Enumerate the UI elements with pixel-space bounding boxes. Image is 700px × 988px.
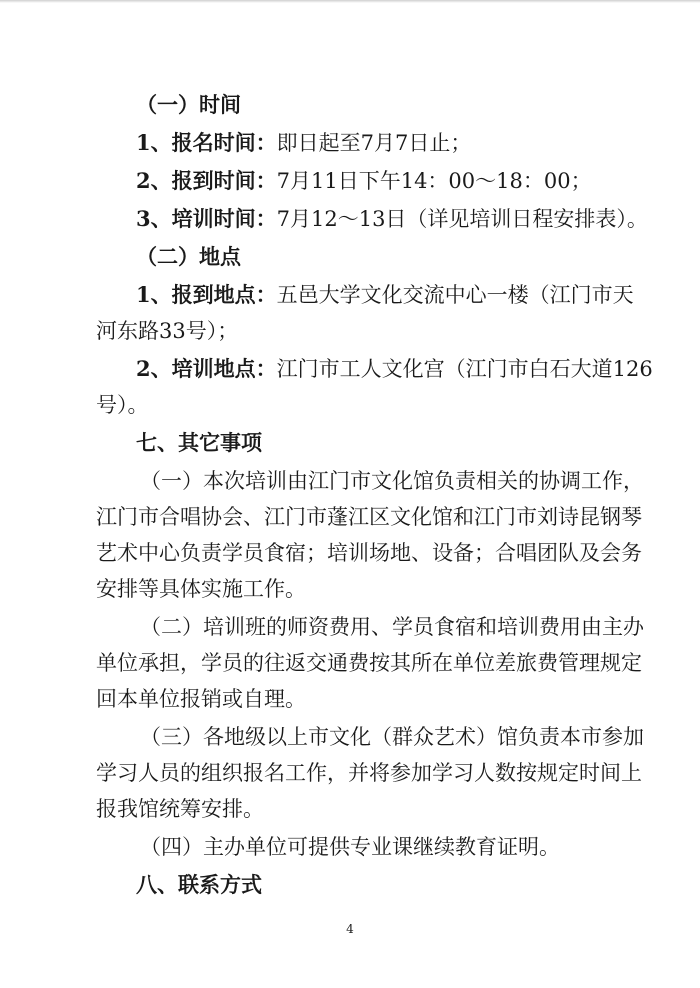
time-item-label: 3、培训时间： [136,206,277,231]
other-para-2-line-2: 单位承担，学员的往返交通费按其所在单位差旅费管理规定 [96,651,642,675]
other-para-1-line-2: 江门市合唱协会、江门市蓬江区文化馆和江门市刘诗昆钢琴 [96,505,642,529]
place-item-training [0,354,700,384]
place-item-label: 2、培训地点： [136,356,277,381]
scan-edge [0,0,700,3]
place-item-text: 江门市工人文化宫（江门市白石大道126 [276,357,653,381]
other-para-3-line-2: 学习人员的组织报名工作，并将参加学习人数按规定时间上 [96,761,642,785]
time-item-label: 1、报名时间： [136,130,277,155]
time-item-text: 即日起至7月7日止； [276,131,472,155]
other-para-3-line-1: （三）各地级以上市文化（群众艺术）馆负责本市参加 [140,725,644,749]
other-para-2-line-3: 回本单位报销或自理。 [96,687,306,711]
other-para-3-line-3: 报我馆统筹安排。 [96,797,264,821]
other-para-4-line-1: （四）主办单位可提供专业课继续教育证明。 [140,835,560,859]
time-item-signup [0,128,700,158]
other-para-2-line-1: （二）培训班的师资费用、学员食宿和培训费用由主办 [140,615,644,639]
other-para-1-line-3: 艺术中心负责学员食宿；培训场地、设备；合唱团队及会务 [96,541,642,565]
time-item-label: 2、报到时间： [136,168,277,193]
place-item-training-cont: 号）。 [96,393,149,417]
heading-other: 七、其它事项 [136,430,262,455]
place-item-checkin-cont: 河东路33号）； [96,319,239,343]
heading-place: （二）地点 [136,244,241,269]
heading-contact: 八、联系方式 [136,872,262,897]
page-number: 4 [346,922,354,936]
other-para-1-line-4: 安排等具体实施工作。 [96,577,306,601]
heading-time: （一）时间 [136,92,241,117]
place-item-checkin [0,280,700,310]
place-item-label: 1、报到地点： [136,282,277,307]
place-item-text: 五邑大学文化交流中心一楼（江门市天 [276,283,634,307]
time-item-text: 7月12～13日（详见培训日程安排表）。 [276,207,648,231]
time-item-checkin [0,166,700,196]
time-item-text: 7月11日下午14：00～18：00； [276,169,592,193]
other-para-1-line-1: （一）本次培训由江门市文化馆负责相关的协调工作， [140,469,644,493]
time-item-training [0,204,700,234]
